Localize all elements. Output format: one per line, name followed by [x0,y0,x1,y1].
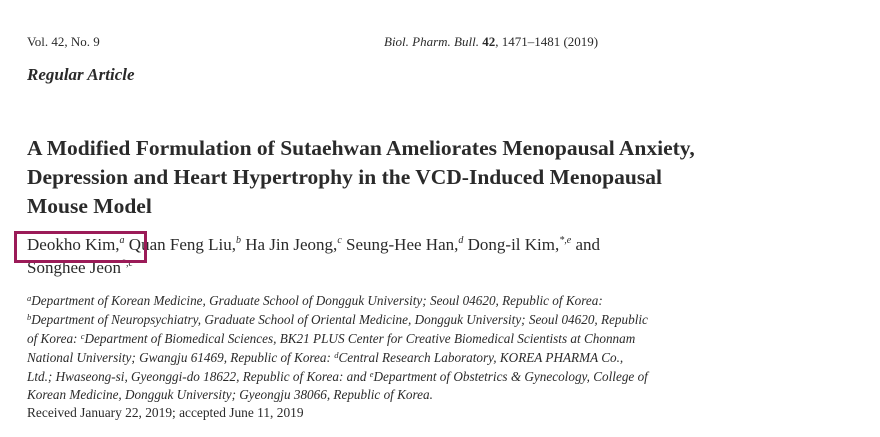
journal-volume: 42 [482,34,496,49]
affiliation-line [27,293,603,309]
author-affiliation-mark: *,e [559,235,572,246]
affiliation-mark: a [27,293,32,303]
author-name: Dong-il Kim, [463,235,560,254]
title-line: A Modified Formulation of Sutaehwan Ameliorates Menopausal Anxiety, [27,136,695,160]
author-affiliation-mark: d [458,235,464,246]
author-name: Songhee Jeon [27,258,121,277]
affiliation-text: Department of Korean Medicine, Graduate School of Dongguk University; Seoul 04620, Republic of Korea: [31,293,603,308]
affiliation-mark: e [369,369,374,379]
author-affiliation-mark: c [337,235,342,246]
title-line: Depression and Heart Hypertrophy in the VCD-Induced Menopausal [27,165,662,189]
title-line: Mouse Model [27,194,152,218]
affiliation-text: Ltd.; Hwaseong-si, Gyeonggi-do 18622, Republic of Korea: and [27,369,370,384]
journal-issue: Vol. 42, No. 9 [27,34,100,49]
affiliation-text: Korean Medicine, Dongguk University; Gyeongju 38066, Republic of Korea. [27,387,433,402]
author-highlight-box [14,231,147,263]
author-affiliation-mark: a [119,235,125,246]
affiliation-mark: c [80,331,85,341]
affiliation-text: of Korea: [27,331,81,346]
affiliation-line [27,331,635,347]
journal-pages-year: , 1471–1481 (2019) [495,34,599,49]
author-affiliation-mark: b [235,235,241,246]
affiliation-line [27,350,623,366]
affiliation-mark: b [27,312,32,322]
author-conjunction: and [571,235,600,254]
affiliation-line [27,387,433,403]
author-name: Seung-Hee Han, [341,235,459,254]
affiliation-text: Department of Biomedical Sciences, BK21 PLUS Center for Creative Biomedical Scientists at Chonnam [84,331,636,346]
author-name: Ha Jin Jeong, [240,235,338,254]
author-name: Deokho Kim, [27,235,120,254]
affiliation-mark: d [334,350,339,360]
affiliation-text: Department of Neuropsychiatry, Graduate School of Oriental Medicine, Dongguk University; Seoul 04620, Republic [31,312,648,327]
affiliation-line [27,369,648,385]
affiliation-line [27,312,648,328]
author-name: Quan Feng Liu, [124,235,236,254]
article-type: Regular Article [27,65,135,84]
journal-citation [384,34,598,50]
affiliation-text: National University; Gwangju 61469, Republic of Korea: [27,350,335,365]
article-title [27,134,867,221]
affiliation-text: Central Research Laboratory, KOREA PHARMA Co., [338,350,624,365]
journal-name: Biol. Pharm. Bull. [384,34,479,49]
affiliation-text: Department of Obstetrics & Gynecology, College of [373,369,648,384]
received-dates: Received January 22, 2019; accepted June 11, 2019 [27,405,304,420]
author-affiliation-mark: *,c [120,258,133,269]
